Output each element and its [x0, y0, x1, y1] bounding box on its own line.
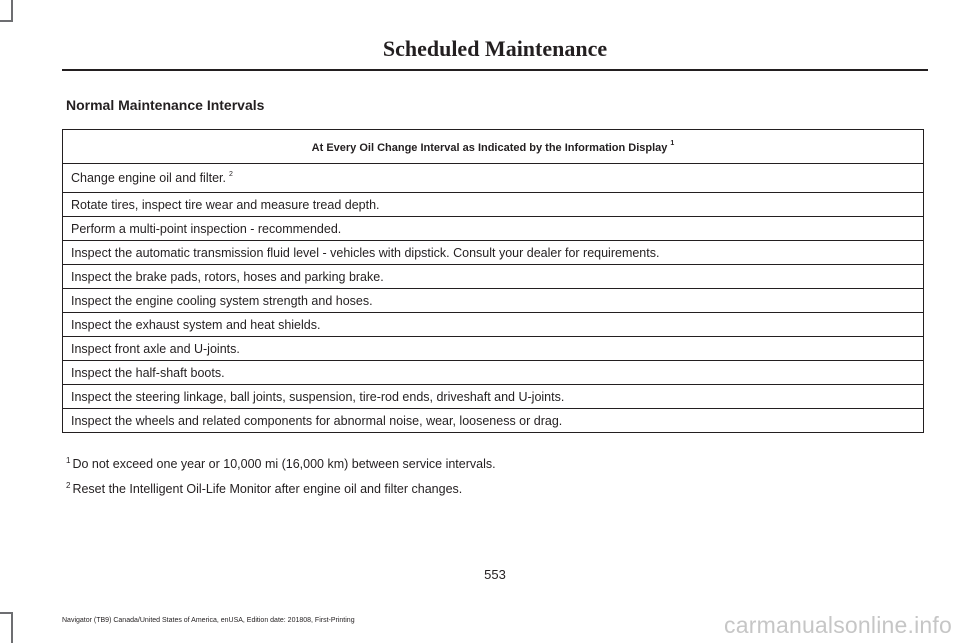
- header-divider: [62, 69, 928, 71]
- table-header: [63, 130, 924, 164]
- table-row: [63, 217, 924, 241]
- footnote-ref: 1: [670, 139, 675, 147]
- table-row: [63, 337, 924, 361]
- row-text: Rotate tires, inspect tire wear and measure tread depth.: [63, 193, 924, 217]
- table-row: [63, 265, 924, 289]
- section-heading: Normal Maintenance Intervals: [66, 97, 265, 113]
- maintenance-table: [62, 129, 924, 433]
- row-text: Inspect front axle and U-joints.: [63, 337, 924, 361]
- row-text: Inspect the half-shaft boots.: [63, 361, 924, 385]
- footnote-text: Reset the Intelligent Oil-Life Monitor after engine oil and filter changes.: [72, 482, 463, 496]
- footnote: [66, 450, 496, 475]
- row-text: Change engine oil and filter.: [71, 171, 226, 185]
- footnote-mark: 2: [66, 481, 71, 490]
- row-text: Inspect the exhaust system and heat shields.: [63, 313, 924, 337]
- row-text: Inspect the steering linkage, ball joints, suspension, tire-rod ends, driveshaft and U-joints.: [63, 385, 924, 409]
- row-text: Inspect the automatic transmission fluid level - vehicles with dipstick. Consult your dealer for requirements.: [63, 241, 924, 265]
- table-row: [63, 409, 924, 433]
- table-header-label: At Every Oil Change Interval as Indicated by the Information Display: [311, 141, 668, 154]
- row-text: Perform a multi-point inspection - recommended.: [63, 217, 924, 241]
- table-row: [63, 164, 924, 193]
- edition-footer: Navigator (TB9) Canada/United States of America, enUSA, Edition date: 201808, First-Printing: [62, 617, 355, 624]
- table-row: [63, 193, 924, 217]
- row-text: Inspect the brake pads, rotors, hoses and parking brake.: [63, 265, 924, 289]
- page-title: Scheduled Maintenance: [382, 36, 608, 61]
- footnote-mark: 1: [66, 456, 71, 465]
- row-text: Inspect the wheels and related components for abnormal noise, wear, looseness or drag.: [63, 409, 924, 433]
- footnote-text: Do not exceed one year or 10,000 mi (16,000 km) between service intervals.: [72, 457, 496, 471]
- footnotes: [66, 450, 496, 500]
- table-row: [63, 241, 924, 265]
- table-row: [63, 385, 924, 409]
- crop-mark: [0, 612, 13, 614]
- row-text: Inspect the engine cooling system strength and hoses.: [63, 289, 924, 313]
- table-row: [63, 361, 924, 385]
- table-row: [63, 289, 924, 313]
- watermark: carmanualsonline.info: [724, 612, 952, 638]
- footnote: [66, 475, 496, 500]
- page-number: 553: [484, 567, 506, 582]
- crop-mark: [0, 20, 13, 22]
- crop-mark: [11, 0, 13, 22]
- crop-mark: [11, 612, 13, 643]
- footnote-ref: 2: [228, 171, 233, 178]
- table-row: [63, 313, 924, 337]
